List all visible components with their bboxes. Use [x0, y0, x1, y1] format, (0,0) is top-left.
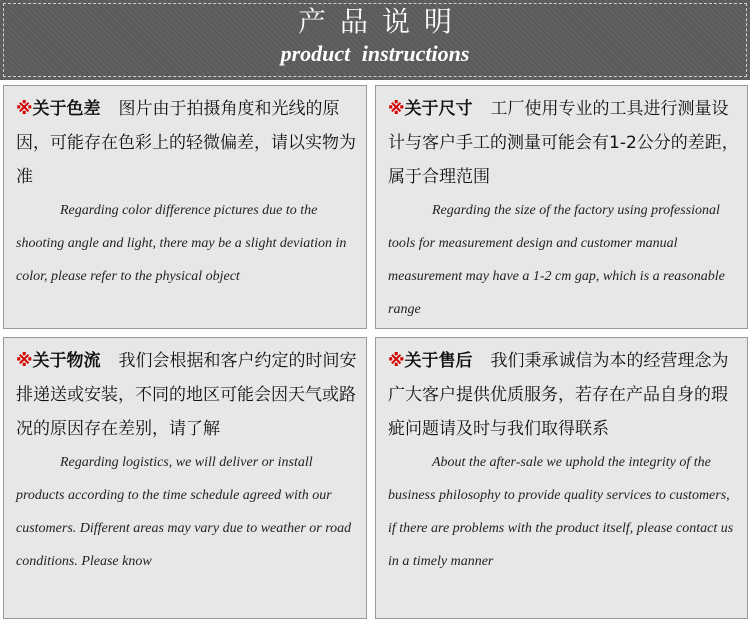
section-after-sale — [375, 337, 748, 619]
section-chinese-text — [16, 92, 358, 194]
section-chinese-text — [388, 92, 739, 194]
section-body-en: Regarding logistics, we will deliver or install products according to the time schedule agreed with our customers. Different areas may vary due to weather or road conditions. Please know — [16, 455, 352, 569]
header-banner — [0, 0, 750, 80]
reference-mark-icon: ※ — [388, 99, 405, 119]
title-english: product instructions — [280, 41, 470, 66]
section-size — [375, 85, 748, 329]
section-body-en: Regarding color difference pictures due to the shooting angle and light, there may be a slight deviation in color, please refer to the physical object — [16, 203, 347, 284]
section-logistics — [3, 337, 367, 619]
section-color-difference — [3, 85, 367, 329]
section-heading: 关于售后 — [404, 351, 473, 371]
section-body-cn: 我们秉承诚信为本的经营理念为广大客户提供优质服务，若存在产品自身的瑕疵问题请及时与我们取得联系 — [388, 351, 729, 439]
section-body-cn: 图片由于拍摄角度和光线的原因，可能存在色彩上的轻微偏差，请以实物为准 — [16, 99, 356, 187]
section-body-en: About the after-sale we uphold the integrity of the business philosophy to provide quality services to customers, if there are problems with the product itself, please contact us in a timely manner — [388, 455, 734, 569]
reference-mark-icon: ※ — [16, 351, 33, 371]
section-heading: 关于色差 — [32, 99, 101, 119]
section-chinese-text — [16, 344, 358, 446]
section-body-en: Regarding the size of the factory using professional tools for measurement design and customer manual measurement may have a 1-2 cm gap, which is a reasonable range — [388, 203, 725, 317]
section-heading: 关于物流 — [32, 351, 101, 371]
section-body-cn: 工厂使用专业的工具进行测量设计与客户手工的测量可能会有1-2公分的差距，属于合理范围 — [388, 99, 739, 187]
reference-mark-icon: ※ — [16, 99, 33, 119]
reference-mark-icon: ※ — [388, 351, 405, 371]
title-chinese: 产品说明 — [297, 5, 466, 38]
section-body-cn: 我们会根据和客户约定的时间安排递送或安装，不同的地区可能会因天气或路况的原因存在差别，请了解 — [16, 351, 357, 439]
section-chinese-text — [388, 344, 739, 446]
section-heading: 关于尺寸 — [404, 99, 473, 119]
